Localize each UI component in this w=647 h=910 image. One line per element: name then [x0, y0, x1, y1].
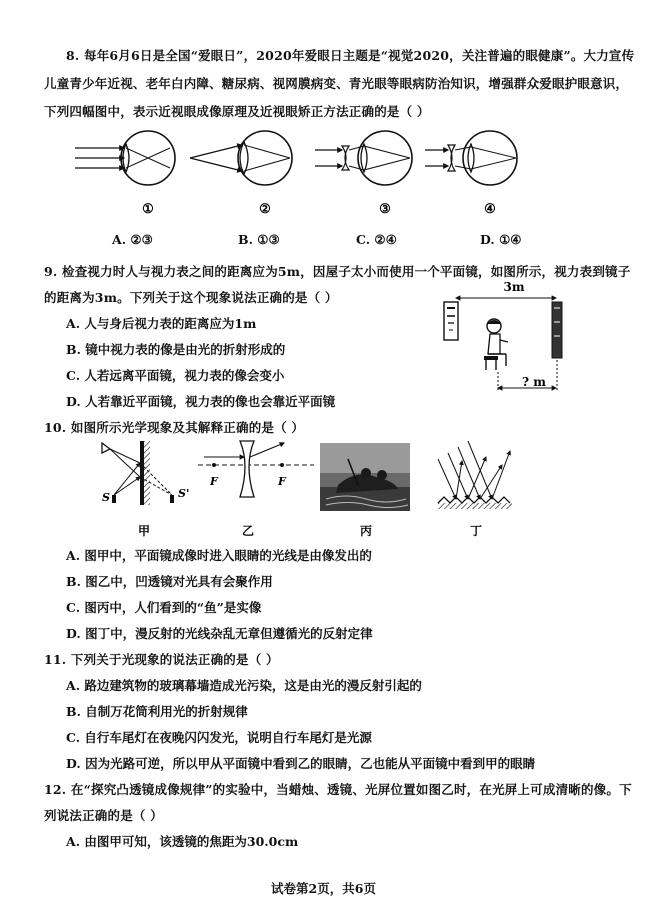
q11-stem: 11. 下列关于光现象的说法正确的是（ ） [44, 652, 279, 667]
page-footer: 试卷第2页，共6页 [271, 881, 376, 896]
figure-ding [438, 441, 512, 509]
q10-option-b[interactable]: B. 图乙中，凹透镜对光具有会聚作用 [66, 574, 273, 589]
q10-option-a[interactable]: A. 图甲中，平面镜成像时进入眼睛的光线是由像发出的 [66, 548, 372, 563]
q11-option-a[interactable]: A. 路边建筑物的玻璃幕墙造成光污染，这是由光的漫反射引起的 [66, 678, 422, 693]
q9-mirror-figure [436, 278, 578, 396]
eye-figure-2 [190, 131, 292, 185]
eye-label-4: ④ [484, 202, 496, 217]
q11-option-c[interactable]: C. 自行车尾灯在夜晚闪闪发光，说明自行车尾灯是光源 [66, 730, 372, 745]
q12-option-a[interactable]: A. 由图甲可知，该透镜的焦距为30.0cm [66, 834, 299, 849]
figure-bing [320, 443, 410, 511]
mark-s: S [102, 491, 110, 504]
figure-yi [198, 441, 314, 497]
eye-label-3: ③ [379, 202, 391, 217]
q9-bottom-distance-label: ? m [522, 375, 546, 389]
eye-figure-1 [75, 131, 175, 185]
plane-mirror [552, 302, 562, 358]
q8-option-a[interactable]: A. ②③ [112, 232, 153, 247]
mark-f-left: F [210, 475, 218, 488]
q10-option-c[interactable]: C. 图丙中，人们看到的“鱼”是实像 [66, 600, 262, 615]
q10-stem: 10. 如图所示光学现象及其解释正确的是（ ） [44, 420, 305, 435]
eye-label-1: ① [142, 202, 154, 217]
fig-label-ding: 丁 [469, 524, 483, 538]
eye-figure-3 [315, 131, 412, 185]
q9-line-2: 的距离为3m。下列关于这个现象说法正确的是（ ） [44, 290, 338, 305]
fig-label-bing: 丙 [359, 524, 373, 538]
q9-line-1: 9. 检查视力时人与视力表之间的距离应为5m，因屋子太小而使用一个平面镜，如图所示，视力表到镜子 [44, 264, 631, 279]
eye-figure-4 [425, 131, 517, 185]
q8-line-1: 8. 每年6月6日是全国“爱眼日”，2020年爱眼日主题是“视觉2020，关注普遍的眼健康”。大力宣传 [66, 48, 635, 63]
q9-option-d[interactable]: D. 人若靠近平面镜，视力表的像也会靠近平面镜 [66, 394, 336, 409]
q8-option-c[interactable]: C. ②④ [356, 232, 397, 247]
mark-f-right: F [278, 475, 286, 488]
q8-eye-figures [60, 128, 530, 223]
q9-option-c[interactable]: C. 人若远离平面镜，视力表的像会变小 [66, 368, 285, 383]
q12-line-2: 列说法正确的是（ ） [44, 808, 163, 823]
eye-label-2: ② [259, 202, 271, 217]
person-figure [484, 319, 508, 370]
q9-option-b[interactable]: B. 镜中视力表的像是由光的折射形成的 [66, 342, 286, 357]
q11-option-d[interactable]: D. 因为光路可逆，所以甲从平面镜中看到乙的眼睛，乙也能从平面镜中看到甲的眼睛 [66, 756, 536, 771]
mark-s-prime: S' [178, 487, 190, 500]
fig-label-jia: 甲 [137, 524, 151, 538]
figure-jia [102, 441, 189, 505]
q12-line-1: 12. 在“探究凸透镜成像规律”的实验中，当蜡烛、透镜、光屏位置如图乙时，在光屏上可成清晰的像。下 [44, 782, 632, 797]
q8-option-d[interactable]: D. ①④ [480, 232, 522, 247]
fig-label-yi: 乙 [241, 524, 255, 538]
q10-figures [86, 437, 536, 542]
q10-option-d[interactable]: D. 图丁中，漫反射的光线杂乱无章但遵循光的反射定律 [66, 626, 373, 641]
q8-option-b[interactable]: B. ①③ [238, 232, 280, 247]
q8-line-2: 儿童青少年近视、老年白内障、糖尿病、视网膜病变、青光眼等眼病防治知识，增强群众爱眼护眼意识， [44, 76, 629, 91]
q11-option-b[interactable]: B. 自制万花筒利用光的折射规律 [66, 704, 248, 719]
q8-line-3: 下列四幅图中，表示近视眼成像原理及近视眼矫正方法正确的是（ ） [44, 104, 430, 119]
q9-option-a[interactable]: A. 人与身后视力表的距离应为1m [66, 316, 257, 331]
q9-top-distance-label: 3m [503, 280, 525, 294]
